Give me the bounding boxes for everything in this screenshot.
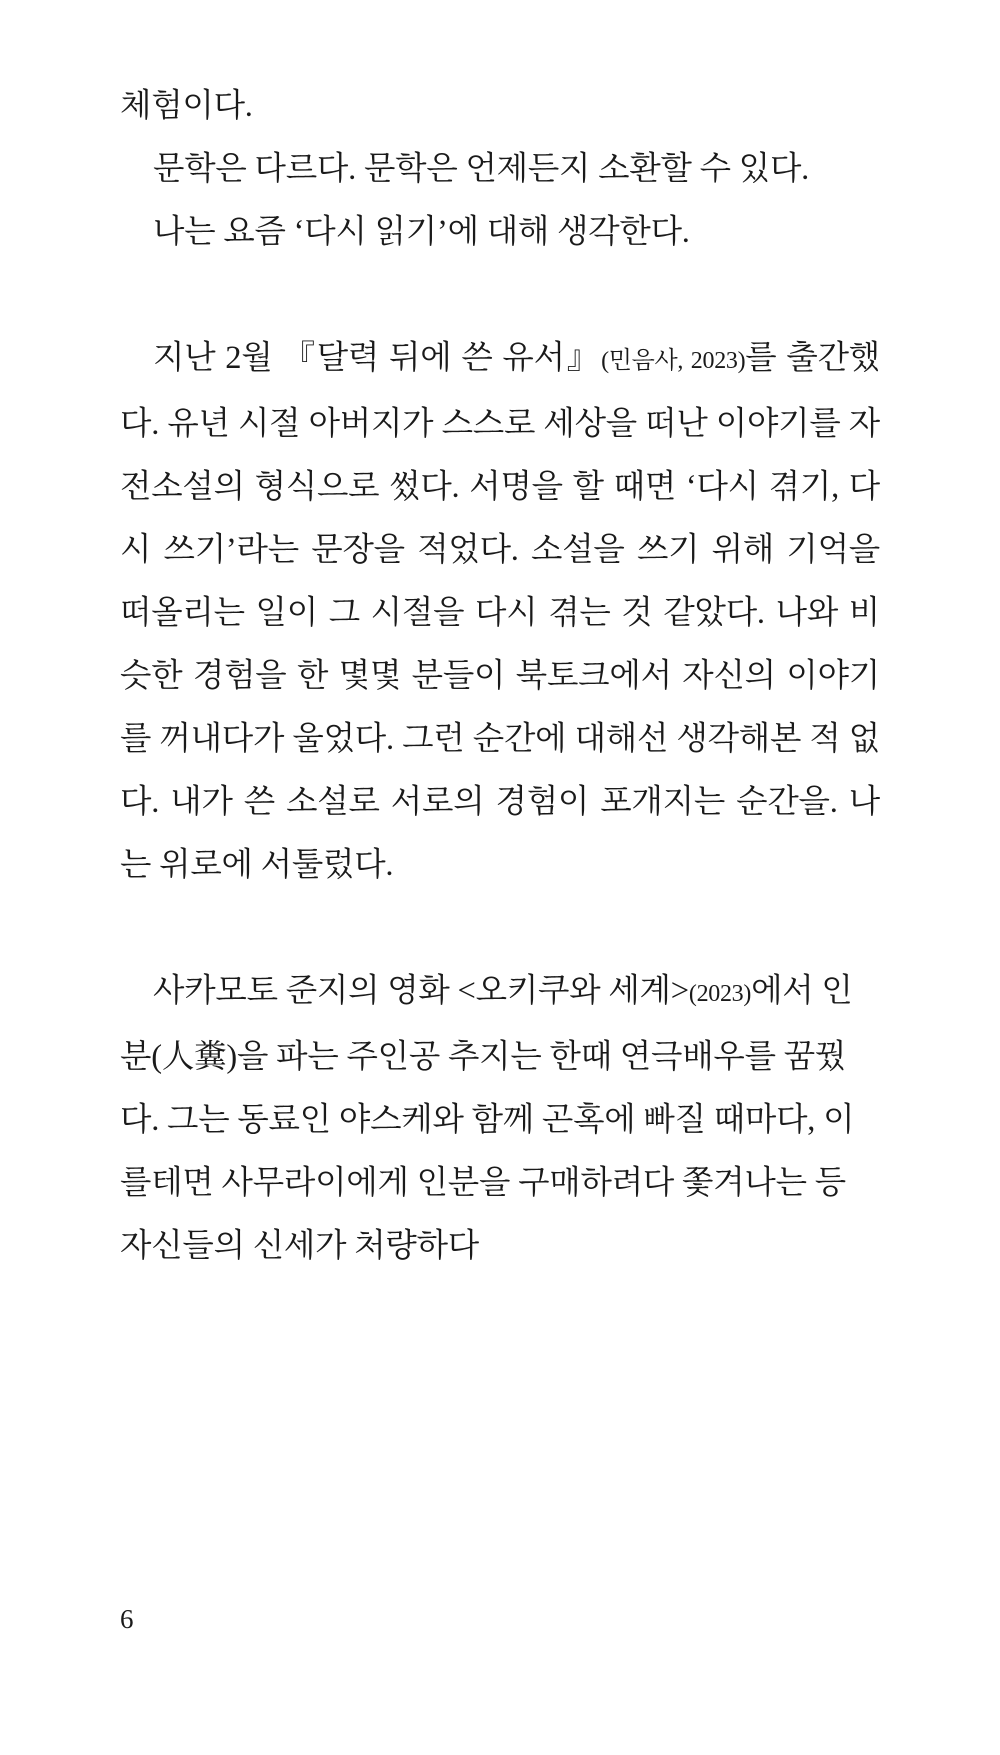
paragraph-5: [120, 960, 880, 1278]
paragraph-gap-2: [120, 897, 880, 960]
paragraph-5-rest: 에서 인분(人糞)을 파는 주인공 추지는 한때 연극배우를 꿈꿨다. 그는 동료인 야스케와 함께 곤혹에 빠질 때마다, 이를테면 사무라이에게 인분을 구매하려다 쫓겨나는 등 자신들의 신세가 처량하다: [120, 973, 855, 1264]
page-body: [120, 75, 880, 1278]
paragraph-5-lead: 사카모토 준지의 영화 <오키쿠와 세계>: [153, 973, 689, 1009]
paragraph-3: 나는 요즘 ‘다시 읽기’에 대해 생각한다.: [153, 214, 690, 250]
paragraph-4-citation: (민음사, 2023): [601, 348, 746, 374]
paragraph-2: 문학은 다르다. 문학은 언제든지 소환할 수 있다.: [153, 151, 810, 187]
paragraph-4-lead: 지난 2월 『달력 뒤에 쓴 유서』: [153, 340, 602, 376]
page-number: 6: [120, 1604, 134, 1634]
paragraph-1: 체험이다.: [120, 88, 253, 124]
paragraph-4-rest: 를 출간했다. 유년 시절 아버지가 스스로 세상을 떠난 이야기를 자전소설의 형식으로 썼다. 서명을 할 때면 ‘다시 겪기, 다시 쓰기’라는 문장을 적었다. 소설을 쓰기 위해 기억을 떠올리는 일이 그 시절을 다시 겪는 것 같았다. 나와 비슷한 경험을 한 몇몇 분들이 북토크에서 자신의 이야기를 꺼내다가 울었다. 그런 순간에 대해선 생각해본 적 없다. 내가 쓴 소설로 서로의 경험이 포개지는 순간을. 나는 위로에 서툴렀다.: [120, 340, 880, 883]
paragraph-5-citation: (2023): [688, 981, 752, 1007]
paragraph-gap-1: [120, 264, 880, 327]
paragraph-4: [120, 327, 880, 897]
